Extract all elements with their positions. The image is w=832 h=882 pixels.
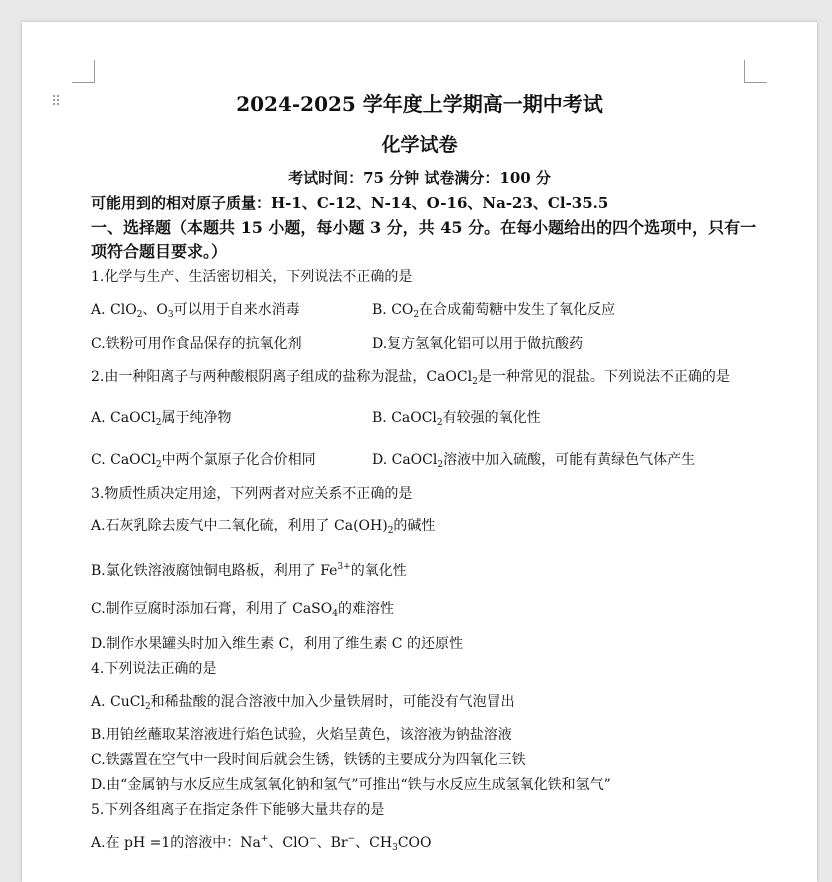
q4-option-b: B.用铂丝蘸取某溶液进行焰色试验，火焰呈黄色，该溶液为钠盐溶液: [91, 727, 512, 743]
q5-option-a: A.在 pH =1的溶液中：Na+、ClO−、Br−、$CH_3COO$: [91, 834, 432, 853]
q3-stem: 3.物质性质决定用途，下列两者对应关系不正确的是: [91, 486, 413, 502]
q2-option-c: C. CaOCl$_2$中两个氯原子化合价相同: [91, 452, 316, 470]
q3-option-c: C.制作豆腐时添加石膏，利用了 CaSO$_4$的难溶性: [91, 601, 394, 619]
q2-option-a: A. CaOCl$_2$属于纯净物: [91, 410, 232, 428]
q2-stem: 2.由一种阳离子与两种酸根阴离子组成的盐称为混盐，CaOCl$_2$是一种常见的混盐。下列说法不正确的是: [91, 369, 730, 387]
page-corner-mark-top-left: [72, 60, 95, 83]
atomic-mass-line: 可能用到的相对原子质量：H-1、C-12、N-14、O-16、Na-23、Cl-35.5: [91, 194, 609, 212]
q1-option-b: B. $CO_2$在合成葡萄糖中发生了氧化反应: [372, 302, 616, 320]
page-corner-mark-top-right: [744, 60, 767, 83]
exam-subtitle: 化学试卷: [381, 134, 458, 156]
q3-option-b: B.氯化铁溶液腐蚀铜电路板，利用了 $Fe^{3+}$的氧化性: [91, 562, 407, 579]
section-heading-line-2: 项符合题目要求。）: [91, 242, 228, 261]
section-heading-line-1: 一、选择题（本题共 15 小题，每小题 3 分，共 45 分。在每小题给出的四个选项中，只有一: [91, 218, 757, 237]
q2-option-b: B. CaOCl$_2$有较强的氧化性: [372, 410, 541, 428]
q4-option-d: D.由“金属钠与水反应生成氢氧化钠和氢气”可推出“铁与水反应生成氢氧化铁和氢气”: [91, 777, 611, 793]
exam-title: 2024-2025 学年度上学期高一期中考试: [236, 92, 603, 116]
exam-info: 考试时间：75 分钟 试卷满分：100 分: [288, 169, 551, 187]
q4-option-c: C.铁露置在空气中一段时间后就会生锈，铁锈的主要成分为四氧化三铁: [91, 752, 526, 768]
q4-option-a: A. CuCl$_2$和稀盐酸的混合溶液中加入少量铁屑时，可能没有气泡冒出: [91, 694, 515, 712]
q2-option-d: D. CaOCl$_2$溶液中加入硫酸，可能有黄绿色气体产生: [372, 452, 696, 470]
q3-option-a: A.石灰乳除去废气中二氧化硫，利用了 $Ca(OH)_2$的碱性: [91, 518, 436, 536]
q1-option-d: D.复方氢氧化铝可以用于做抗酸药: [372, 336, 584, 352]
q4-stem: 4.下列说法正确的是: [91, 661, 217, 677]
document-page: [22, 22, 817, 882]
q1-option-c: C.铁粉可用作食品保存的抗氧化剂: [91, 336, 302, 352]
q1-stem: 1.化学与生产、生活密切相关，下列说法不正确的是: [91, 269, 413, 285]
q5-stem: 5.下列各组离子在指定条件下能够大量共存的是: [91, 802, 385, 818]
drag-handle-icon[interactable]: ⠿: [51, 94, 61, 110]
q1-option-a: A. ClO$_2$、$O_3$可以用于自来水消毒: [91, 302, 300, 320]
q3-option-d: D.制作水果罐头时加入维生素 C，利用了维生素 C 的还原性: [91, 636, 463, 652]
